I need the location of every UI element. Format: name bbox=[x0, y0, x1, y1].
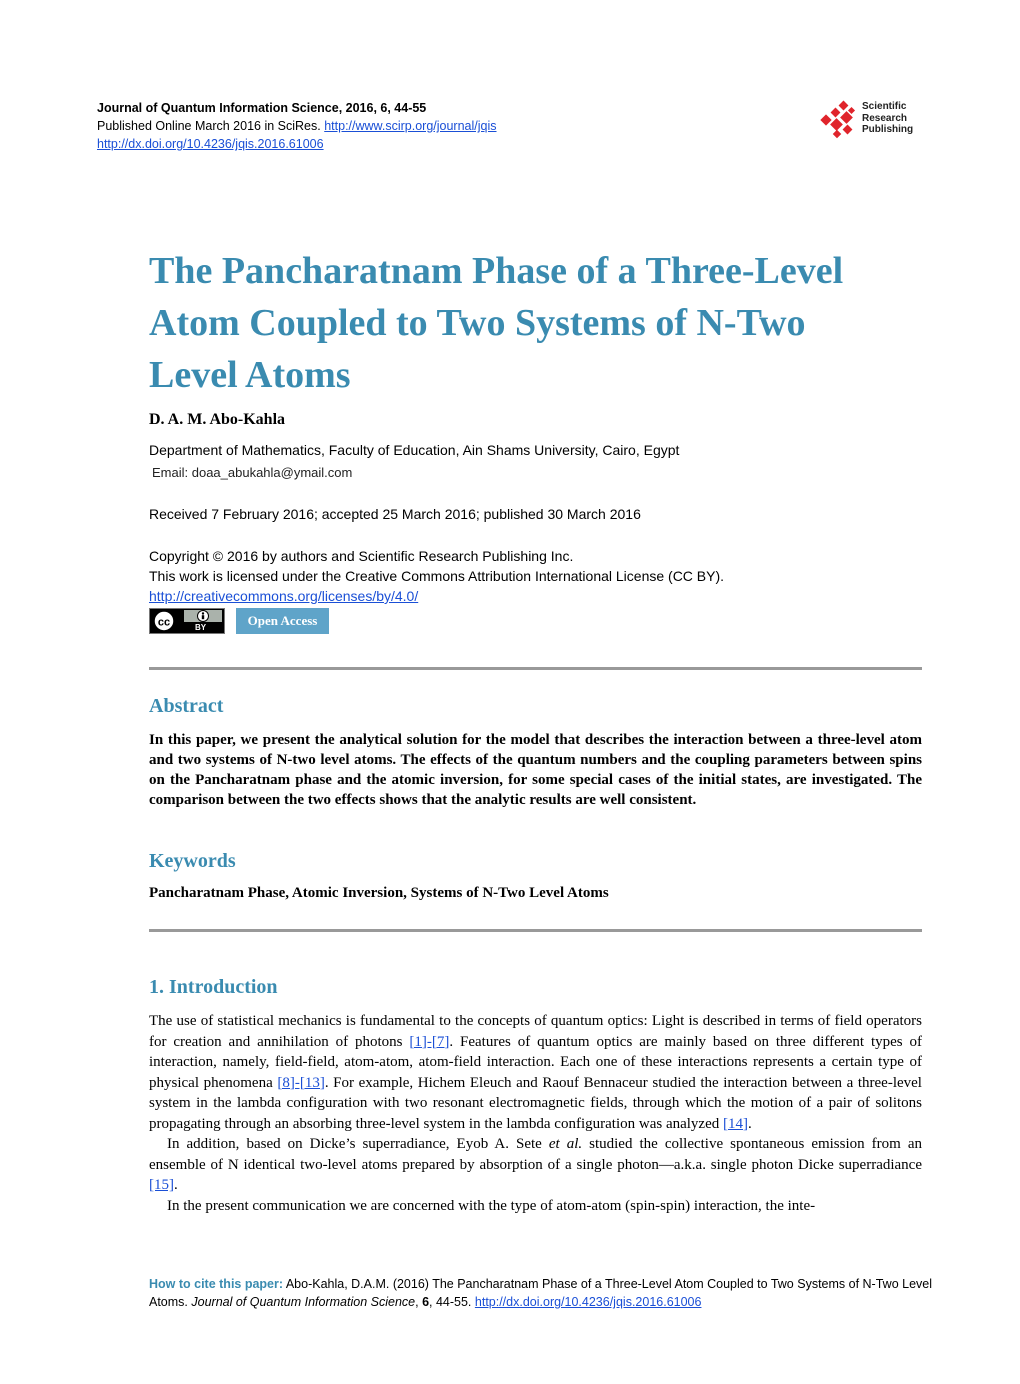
introduction-body bbox=[149, 1011, 922, 1216]
divider-top bbox=[149, 667, 922, 670]
citation-volume: 6 bbox=[422, 1295, 430, 1309]
ref-link-14[interactable]: [14] bbox=[723, 1115, 748, 1132]
abstract-heading: Abstract bbox=[149, 695, 224, 717]
license-line: This work is licensed under the Creative Commons Attribution International License (CC BY). bbox=[149, 568, 725, 584]
intro-p1-text-d: . bbox=[748, 1115, 752, 1132]
journal-link[interactable]: http://www.scirp.org/journal/jqis bbox=[324, 119, 497, 133]
intro-p2-text-a: In addition, based on Dicke’s superradiance, Eyob A. Sete bbox=[167, 1136, 549, 1152]
paper-title bbox=[149, 245, 929, 401]
publisher-logo-text bbox=[862, 101, 913, 136]
citation-text-a: Abo-Kahla, D.A.M. (2016) The Pancharatnam Phase of a Three-Level Atom Coupled to Two Systems of N-Two Level Atoms. bbox=[149, 1277, 932, 1309]
copyright-block bbox=[149, 546, 909, 606]
ref-link-1-7[interactable]: [1]-[7] bbox=[409, 1033, 450, 1050]
publisher-logo-icon bbox=[818, 100, 862, 142]
intro-p2-text-c: . bbox=[174, 1177, 178, 1193]
logo-line-3: Publishing bbox=[862, 124, 914, 135]
published-prefix: Published Online March 2016 in SciRes. bbox=[97, 119, 325, 133]
intro-paragraph-2 bbox=[149, 1134, 922, 1196]
citation-footer bbox=[149, 1275, 939, 1311]
citation-text-b: , bbox=[415, 1295, 423, 1309]
keywords-heading: Keywords bbox=[149, 850, 236, 872]
cc-by-badge[interactable] bbox=[149, 608, 225, 634]
intro-p1-text-a: The use of statistical mechanics is fundamental to the concepts of quantum optics: Light is described in terms of field operators for creation and annihilation of photons bbox=[149, 1013, 922, 1050]
logo-line-1: Scientific bbox=[862, 101, 907, 112]
divider-bottom bbox=[149, 929, 922, 932]
author-name: D. A. M. Abo-Kahla bbox=[149, 411, 286, 428]
abstract-text: In this paper, we present the analytical solution for the model that describes the interaction between a three-level atom and two systems of N-two level atoms. The effects of the quantum numbers and the coupling parameters between spins on the Pancharatnam phase and the atomic inversion, for some special cases of the initial states, are investigated. The comparison between the two effects shows that the analytic results are well consistent. bbox=[149, 732, 922, 808]
citation-journal: Journal of Quantum Information Science bbox=[191, 1295, 416, 1309]
journal-header bbox=[97, 99, 597, 153]
published-line bbox=[97, 117, 597, 135]
intro-paragraph-3: In the present communication we are concerned with the type of atom-atom (spin-spin) interaction, the inte- bbox=[167, 1197, 816, 1214]
citation-label: How to cite this paper: bbox=[149, 1277, 284, 1291]
citation-text-c: , 44-55. bbox=[429, 1295, 475, 1309]
author-email: Email: doaa_abukahla@ymail.com bbox=[152, 465, 353, 480]
title-line-3: Level Atoms bbox=[149, 354, 351, 396]
intro-p2-etal: et al. bbox=[548, 1136, 583, 1152]
publication-dates: Received 7 February 2016; accepted 25 March 2016; published 30 March 2016 bbox=[149, 506, 641, 522]
cc-by-label: BY bbox=[195, 623, 207, 632]
introduction-heading: 1. Introduction bbox=[149, 976, 278, 998]
citation-doi-link[interactable]: http://dx.doi.org/10.4236/jqis.2016.61006 bbox=[474, 1295, 702, 1309]
open-access-badge[interactable]: Open Access bbox=[236, 608, 329, 634]
doi-link[interactable]: http://dx.doi.org/10.4236/jqis.2016.61006 bbox=[97, 137, 324, 151]
publisher-logo bbox=[818, 100, 928, 142]
title-line-1: The Pancharatnam Phase of a Three-Level bbox=[149, 250, 844, 292]
intro-p1-text-b: . Features of quantum optics are mainly based on three different types of interaction, namely, field-field, atom-atom, atom-field interaction. Each one of these interactions represents a certain type of physical phenomena bbox=[149, 1033, 922, 1091]
cc-by-icon bbox=[149, 608, 225, 634]
author-affiliation: Department of Mathematics, Faculty of Education, Ain Shams University, Cairo, Egypt bbox=[149, 442, 680, 458]
logo-line-2: Research bbox=[862, 112, 908, 124]
intro-p2-text-b: studied the collective spontaneous emission from an ensemble of N identical two-level atoms prepared by absorption of a single photon—a.k.a. single photon Dicke superradiance bbox=[149, 1136, 923, 1173]
ref-link-8-13[interactable]: [8]-[13] bbox=[277, 1074, 325, 1091]
copyright-line: Copyright © 2016 by authors and Scientific Research Publishing Inc. bbox=[149, 548, 574, 564]
ref-link-15[interactable]: [15] bbox=[149, 1177, 174, 1193]
svg-text:cc: cc bbox=[157, 616, 171, 629]
license-link[interactable]: http://creativecommons.org/licenses/by/4.0/ bbox=[149, 588, 419, 604]
intro-p1-text-c: . For example, Hichem Eleuch and Raouf Bennaceur studied the interaction between a three-level system in the lambda configuration with two resonant electromagnetic fields, through which the motion of a pair of solitons propagating through an absorbing three-level system in the lambda configuration was analyzed bbox=[149, 1074, 922, 1132]
title-line-2: Atom Coupled to Two Systems of N-Two bbox=[149, 302, 806, 344]
intro-paragraph-1 bbox=[149, 1011, 922, 1134]
journal-name: Journal of Quantum Information Science, 2016, 6, 44-55 bbox=[97, 101, 427, 115]
keywords-text: Pancharatnam Phase, Atomic Inversion, Systems of N-Two Level Atoms bbox=[149, 885, 609, 901]
